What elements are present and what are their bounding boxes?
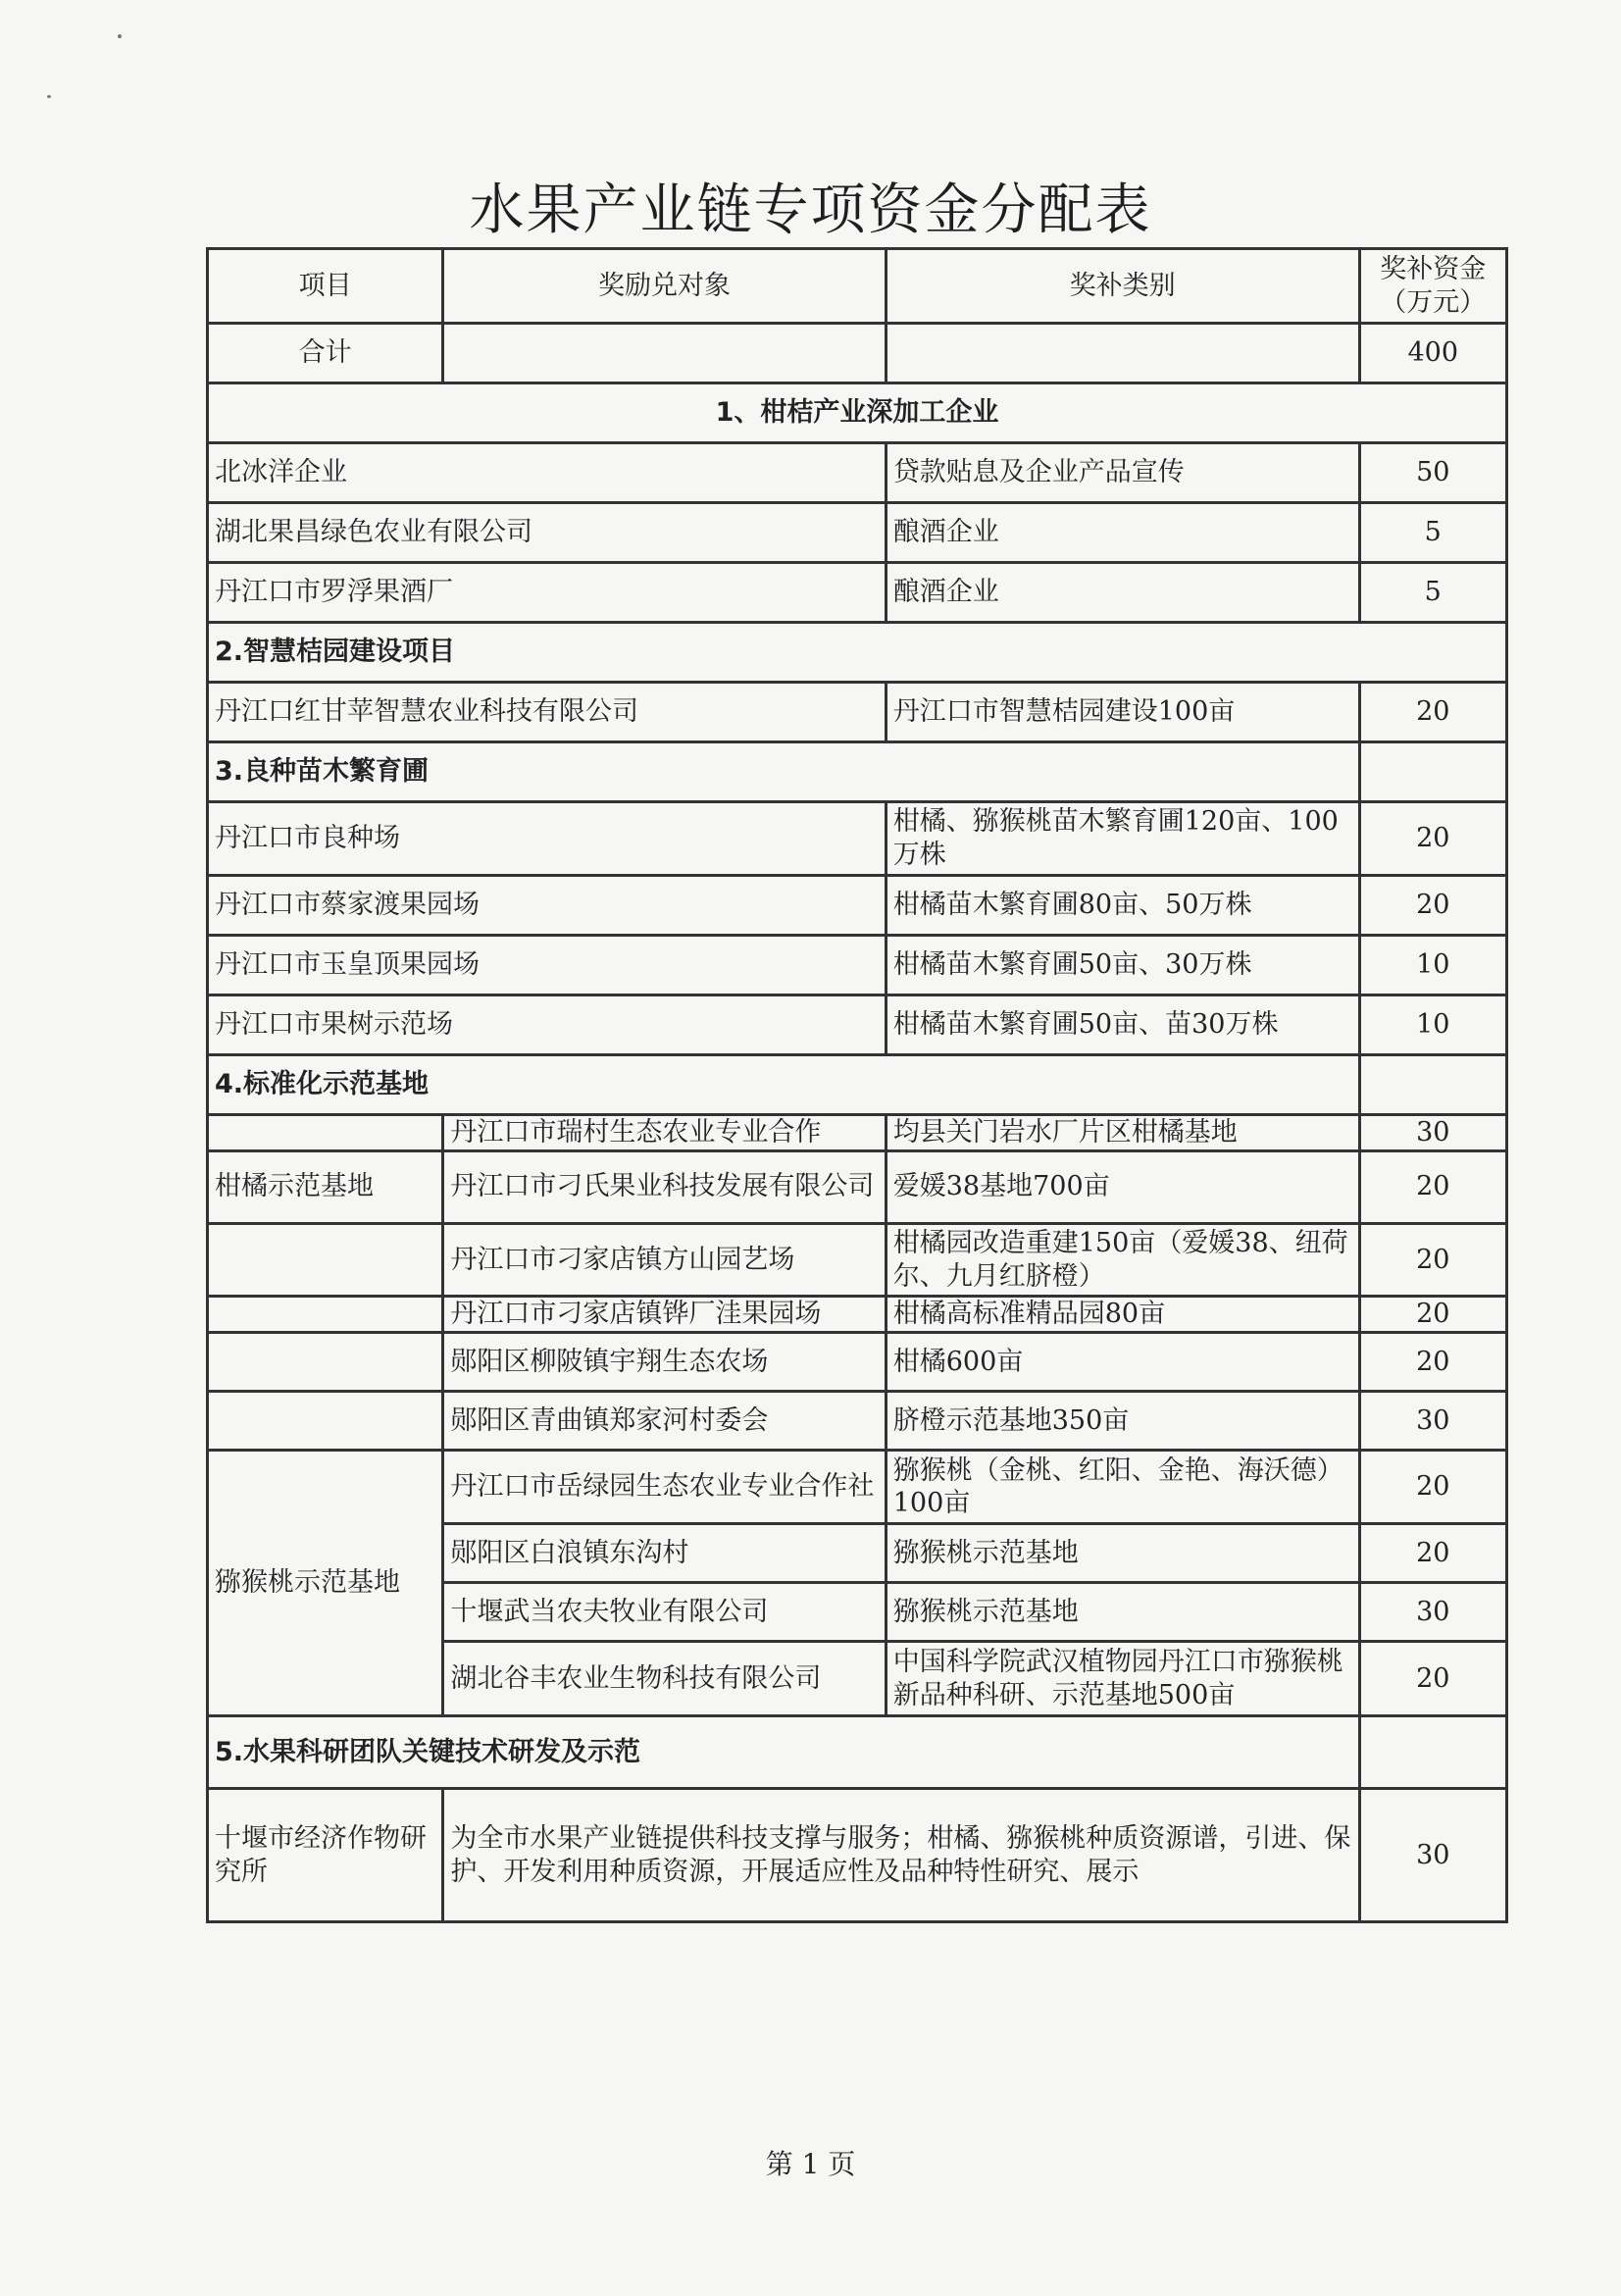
group-label-empty xyxy=(208,1297,443,1333)
amount-cell: 20 xyxy=(1359,683,1507,742)
amount-cell: 10 xyxy=(1359,995,1507,1055)
category-cell: 猕猴桃示范基地 xyxy=(886,1583,1359,1642)
header-project: 项目 xyxy=(208,249,443,324)
section-5-title: 5.水果科研团队关键技术研发及示范 xyxy=(208,1716,1360,1789)
amount-empty xyxy=(1359,742,1507,802)
recipient-cell: 丹江口市玉皇顶果园场 xyxy=(208,936,886,995)
section-header-row xyxy=(208,623,1507,683)
recipient-cell: 丹江口市刁家店镇铧厂洼果园场 xyxy=(443,1297,886,1333)
allocation-table xyxy=(206,247,1508,1923)
amount-cell: 20 xyxy=(1359,876,1507,936)
table-row xyxy=(208,1451,1507,1524)
recipient-cell: 丹江口市岳绿园生态农业专业合作社 xyxy=(443,1451,886,1524)
table-row xyxy=(208,1392,1507,1451)
table-row xyxy=(208,802,1507,876)
category-cell: 中国科学院武汉植物园丹江口市猕猴桃新品种科研、示范基地500亩 xyxy=(886,1642,1359,1716)
amount-cell: 20 xyxy=(1359,1223,1507,1297)
amount-cell: 20 xyxy=(1359,1297,1507,1333)
section-2-title: 2.智慧桔园建设项目 xyxy=(208,623,1507,683)
section-header-row xyxy=(208,742,1507,802)
table-row xyxy=(208,683,1507,742)
category-cell: 丹江口市智慧桔园建设100亩 xyxy=(886,683,1359,742)
category-cell: 柑橘园改造重建150亩（爱媛38、纽荷尔、九月红脐橙） xyxy=(886,1223,1359,1297)
table-row xyxy=(208,1223,1507,1297)
scan-speck xyxy=(118,34,122,38)
table-row xyxy=(208,995,1507,1055)
recipient-cell: 丹江口市良种场 xyxy=(208,802,886,876)
recipient-cell: 丹江口市蔡家渡果园场 xyxy=(208,876,886,936)
amount-cell: 20 xyxy=(1359,1642,1507,1716)
group-label-empty xyxy=(208,1223,443,1297)
recipient-cell: 北冰洋企业 xyxy=(208,443,886,503)
table-row xyxy=(208,563,1507,623)
table-row xyxy=(208,1789,1507,1922)
recipient-cell: 十堰武当农夫牧业有限公司 xyxy=(443,1583,886,1642)
total-amount: 400 xyxy=(1359,324,1507,383)
table-row xyxy=(208,1333,1507,1392)
group-label-empty xyxy=(208,1333,443,1392)
group-label-empty xyxy=(208,1392,443,1451)
recipient-cell: 丹江口市刁氏果业科技发展有限公司 xyxy=(443,1150,886,1223)
section-header-row xyxy=(208,383,1507,443)
amount-cell: 20 xyxy=(1359,1524,1507,1583)
table-row xyxy=(208,1115,1507,1151)
section-4-title: 4.标准化示范基地 xyxy=(208,1055,1360,1115)
research-category: 为全市水果产业链提供科技支撑与服务；柑橘、猕猴桃种质资源谱，引进、保护、开发利用种质资源，开展适应性及品种特性研究、展示 xyxy=(443,1789,1359,1922)
total-row xyxy=(208,324,1507,383)
amount-cell: 20 xyxy=(1359,1451,1507,1524)
recipient-cell: 郧阳区白浪镇东沟村 xyxy=(443,1524,886,1583)
amount-empty xyxy=(1359,1716,1507,1789)
total-recipient-empty xyxy=(443,324,886,383)
table-row xyxy=(208,876,1507,936)
amount-cell: 50 xyxy=(1359,443,1507,503)
kiwi-group-label: 猕猴桃示范基地 xyxy=(208,1451,443,1716)
amount-cell: 5 xyxy=(1359,563,1507,623)
section-1-title: 1、柑桔产业深加工企业 xyxy=(208,383,1507,443)
table-row xyxy=(208,503,1507,563)
research-amount: 30 xyxy=(1359,1789,1507,1922)
amount-cell: 30 xyxy=(1359,1583,1507,1642)
recipient-cell: 丹江口市果树示范场 xyxy=(208,995,886,1055)
section-header-row xyxy=(208,1716,1507,1789)
recipient-cell: 湖北谷丰农业生物科技有限公司 xyxy=(443,1642,886,1716)
amount-cell: 30 xyxy=(1359,1392,1507,1451)
table-row xyxy=(208,443,1507,503)
table-header-row xyxy=(208,249,1507,324)
group-label-empty xyxy=(208,1115,443,1151)
scan-speck xyxy=(47,95,51,98)
total-category-empty xyxy=(886,324,1359,383)
page-number: 第 1 页 xyxy=(765,2148,856,2180)
amount-empty xyxy=(1359,1055,1507,1115)
amount-cell: 30 xyxy=(1359,1115,1507,1151)
table-row xyxy=(208,936,1507,995)
amount-cell: 5 xyxy=(1359,503,1507,563)
amount-cell: 20 xyxy=(1359,1150,1507,1223)
recipient-cell: 丹江口红甘苹智慧农业科技有限公司 xyxy=(208,683,886,742)
category-cell: 柑橘高标准精品园80亩 xyxy=(886,1297,1359,1333)
category-cell: 酿酒企业 xyxy=(886,563,1359,623)
table-row xyxy=(208,1297,1507,1333)
category-cell: 猕猴桃（金桃、红阳、金艳、海沃德）100亩 xyxy=(886,1451,1359,1524)
category-cell: 柑橘、猕猴桃苗木繁育圃120亩、100万株 xyxy=(886,802,1359,876)
table-row xyxy=(208,1150,1507,1223)
recipient-cell: 郧阳区青曲镇郑家河村委会 xyxy=(443,1392,886,1451)
category-cell: 均县关门岩水厂片区柑橘基地 xyxy=(886,1115,1359,1151)
header-recipient: 奖励兑对象 xyxy=(443,249,886,324)
category-cell: 柑橘苗木繁育圃50亩、30万株 xyxy=(886,936,1359,995)
research-recipient: 十堰市经济作物研究所 xyxy=(208,1789,443,1922)
section-3-title: 3.良种苗木繁育圃 xyxy=(208,742,1360,802)
recipient-cell: 湖北果昌绿色农业有限公司 xyxy=(208,503,886,563)
recipient-cell: 丹江口市刁家店镇方山园艺场 xyxy=(443,1223,886,1297)
header-amount: 奖补资金（万元） xyxy=(1359,249,1507,324)
total-label: 合计 xyxy=(208,324,443,383)
category-cell: 柑橘苗木繁育圃80亩、50万株 xyxy=(886,876,1359,936)
category-cell: 脐橙示范基地350亩 xyxy=(886,1392,1359,1451)
recipient-cell: 郧阳区柳陂镇宇翔生态农场 xyxy=(443,1333,886,1392)
citrus-group-label: 柑橘示范基地 xyxy=(208,1150,443,1223)
document-title: 水果产业链专项资金分配表 xyxy=(469,179,1152,242)
amount-cell: 20 xyxy=(1359,802,1507,876)
recipient-cell: 丹江口市瑞村生态农业专业合作 xyxy=(443,1115,886,1151)
amount-cell: 20 xyxy=(1359,1333,1507,1392)
amount-cell: 10 xyxy=(1359,936,1507,995)
category-cell: 酿酒企业 xyxy=(886,503,1359,563)
category-cell: 柑橘苗木繁育圃50亩、苗30万株 xyxy=(886,995,1359,1055)
recipient-cell: 丹江口市罗浮果酒厂 xyxy=(208,563,886,623)
category-cell: 爱媛38基地700亩 xyxy=(886,1150,1359,1223)
section-header-row xyxy=(208,1055,1507,1115)
category-cell: 猕猴桃示范基地 xyxy=(886,1524,1359,1583)
header-category: 奖补类别 xyxy=(886,249,1359,324)
category-cell: 柑橘600亩 xyxy=(886,1333,1359,1392)
category-cell: 贷款贴息及企业产品宣传 xyxy=(886,443,1359,503)
